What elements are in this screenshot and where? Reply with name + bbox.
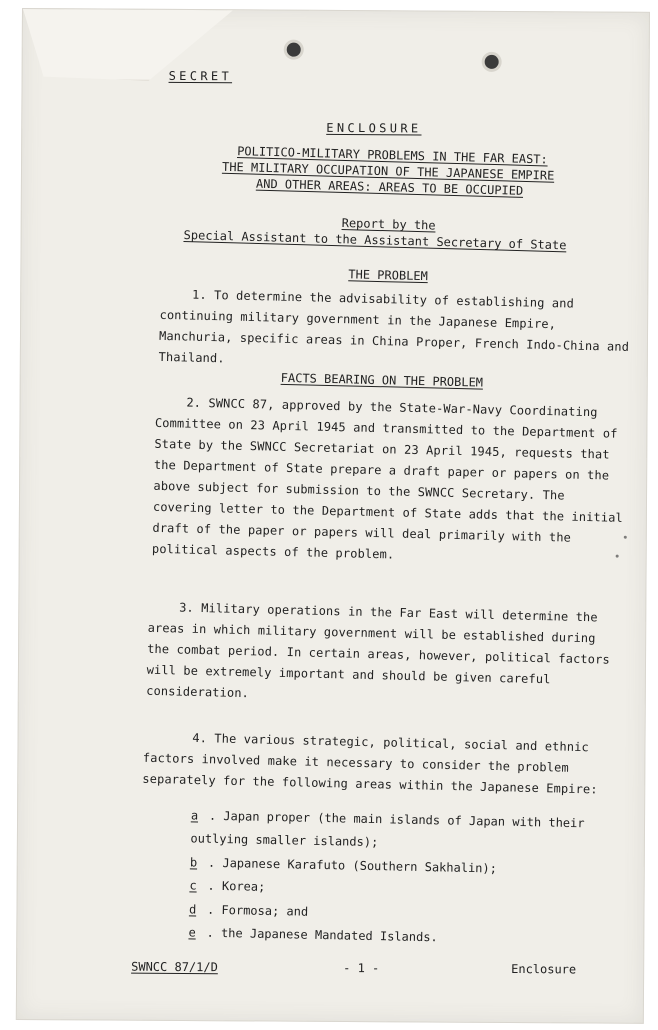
paper-mark (624, 536, 627, 539)
list-item: e . the Japanese Mandated Islands. (166, 921, 586, 953)
facts-paragraph-3: 3. Military operations in the Far East will determine the areas in which military government will be established during the combat period. In certain areas, however, political factors will be extremely important and should be given careful consideration. (146, 600, 610, 701)
subject-line: AND OTHER AREAS: AREAS TO BE OCCUPIED (255, 176, 524, 198)
punch-hole-left (287, 43, 301, 57)
list-item-text: Japanese Karafuto (Southern Sakhalin); (222, 855, 498, 876)
list-item: a . Japan proper (the main islands of Japan with their outlying smaller islands); (168, 804, 589, 859)
list-item: c . Korea; (167, 874, 587, 906)
page-number: - 1 - (343, 960, 380, 976)
facts-paragraph-4: 4. The various strategic, political, social and ethnic factors involved make it necessary to consider the problem separately for the following areas within the Japanese Empire: (142, 730, 598, 797)
enclosure-heading: ENCLOSURE (326, 120, 422, 136)
report-byline: Report by the (341, 215, 436, 233)
problem-paragraph: 1. To determine the advisability of establishing and continuing military government in the Japanese Empire, Manchuria, specific areas in China Proper, French Indo-China and Thailand. (158, 287, 630, 366)
paper-mark (616, 555, 619, 558)
list-item-letter: b (189, 855, 198, 870)
report-author-office: Special Assistant to the Assistant Secretary of State (183, 227, 567, 253)
document-reference: SWNCC 87/1/D (131, 959, 218, 975)
list-item-text: Japan proper (the main islands of Japan with their outlying smaller islands); (190, 809, 585, 850)
list-item-text: the Japanese Mandated Islands. (220, 925, 438, 945)
list-item-letter: e (188, 925, 196, 940)
list-item-text: Korea; (221, 879, 266, 895)
section-heading-problem: THE PROBLEM (348, 267, 429, 284)
list-item-letter: d (188, 901, 197, 917)
footer-enclosure-label: Enclosure (511, 962, 577, 977)
classification-marking: SECRET (168, 68, 233, 84)
section-heading-facts: FACTS BEARING ON THE PROBLEM (280, 370, 484, 390)
list-item-letter: c (189, 878, 197, 893)
list-item-text: Formosa; and (221, 902, 309, 919)
area-list (166, 804, 589, 953)
list-item-letter: a (190, 808, 199, 823)
paper-sheet (16, 8, 650, 1024)
list-item: b . Japanese Karafuto (Southern Sakhalin); (168, 851, 588, 883)
subject-line: POLITICO-MILITARY PROBLEMS IN THE FAR EAST: (236, 144, 548, 167)
list-item: d . Formosa; and (167, 897, 587, 929)
facts-paragraph-2: 2. SWNCC 87, approved by the State-War-Navy Coordinating Committee on 23 April 1945 and transmitted to the Department of State by the SWNCC Secretariat on 23 April 1945, requests that the Department of State prepare a draft paper or papers on the above subject for submission to the SWNCC Secretary. The covering letter to the Department of State adds that the initial draft of the paper or papers will deal primarily with the political aspects of the problem. (151, 395, 624, 562)
subject-line: THE MILITARY OCCUPATION OF THE JAPANESE EMPIRE (221, 159, 555, 183)
punch-hole-right (485, 55, 499, 69)
